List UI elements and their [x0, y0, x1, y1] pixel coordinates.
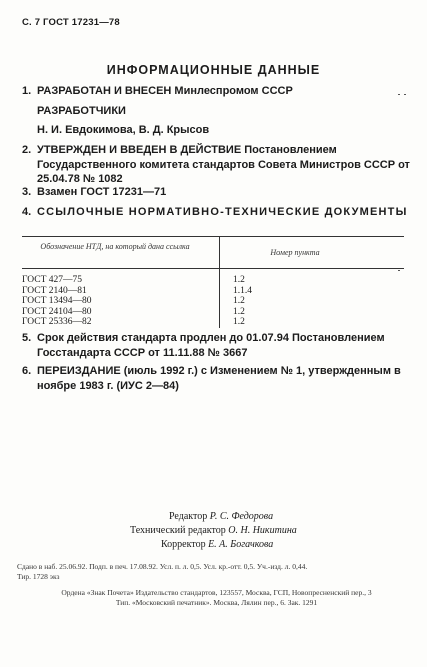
- section-text: ПЕРЕИЗДАНИЕ (июль 1992 г.) с Изменением № 1, утвержденным в ноябре 1983 г. (ИУС 2—84): [37, 365, 401, 392]
- credit-name: О. Н. Никитина: [228, 525, 297, 536]
- table-row: 1.2: [233, 296, 245, 306]
- table-header-rule: [22, 268, 404, 269]
- section-1: [22, 84, 412, 99]
- table-row: ГОСТ 25336—82: [22, 317, 92, 327]
- page-title: ИНФОРМАЦИОННЫЕ ДАННЫЕ: [106, 63, 321, 77]
- section-2: [22, 143, 412, 188]
- credit-proofreader: [161, 539, 273, 550]
- table-item-column: [233, 275, 252, 328]
- section-text: РАЗРАБОТЧИКИ: [37, 105, 126, 117]
- developers-names: Н. И. Евдокимова, В. Д. Крысов: [37, 124, 210, 136]
- scan-speck: [398, 270, 400, 271]
- publisher-line: Ордена «Знак Почета» Издательство стандартов, 123557, Москва, ГСП, Новопресненский пер., 3: [61, 588, 372, 597]
- section-5: [22, 331, 412, 361]
- table-row: ГОСТ 24104—80: [22, 306, 92, 317]
- publisher-line: Тип. «Московский печатник». Москва, Лялин пер., 6. Зак. 1291: [115, 597, 318, 607]
- section-text: ССЫЛОЧНЫЕ НОРМАТИВНО-ТЕХНИЧЕСКИЕ ДОКУМЕНТЫ: [37, 206, 408, 218]
- section-number: 1.: [22, 85, 32, 97]
- section-3: [22, 185, 412, 200]
- table-row: 1.1.4: [233, 285, 252, 296]
- credit-name: Е. А. Богачкова: [208, 539, 274, 550]
- section-6: [22, 364, 412, 394]
- section-text: УТВЕРЖДЕН И ВВЕДЕН В ДЕЙСТВИЕ Постановлением Государственного комитета стандартов Совета Министров СССР от 25.04.78 № 1082: [37, 144, 410, 185]
- print-info-line: Тир. 1728 экз: [17, 571, 60, 581]
- scan-speck: [398, 94, 400, 95]
- table-row: 1.2: [233, 275, 245, 285]
- table-header-item: Номер пункта: [270, 248, 320, 257]
- section-text: Взамен ГОСТ 17231—71: [37, 186, 167, 198]
- section-number: 4.: [22, 206, 32, 218]
- credit-editor: [169, 511, 273, 522]
- section-text: РАЗРАБОТАН И ВНЕСЕН Минлеспромом СССР: [37, 85, 293, 97]
- publisher-info: [19, 588, 414, 607]
- page-header: С. 7 ГОСТ 17231—78: [22, 17, 120, 28]
- section-number: 3.: [22, 186, 32, 198]
- section-developers-heading: [22, 104, 412, 119]
- credit-role: Редактор: [169, 511, 208, 522]
- credit-name: Р. С. Федорова: [209, 511, 274, 522]
- table-column-divider: [219, 236, 220, 328]
- credit-role: Технический редактор: [130, 525, 226, 536]
- table-header-document: Обозначение НТД, на который дана ссылка: [40, 242, 190, 251]
- section-number: 6.: [22, 365, 32, 377]
- table-row: ГОСТ 427—75: [22, 275, 82, 285]
- section-number: 5.: [22, 332, 32, 344]
- section-number: 2.: [22, 144, 32, 156]
- table-top-rule: [22, 236, 404, 237]
- table-row: 1.2: [233, 317, 245, 327]
- section-4: [22, 205, 412, 235]
- print-info-line: Сдано в наб. 25.06.92. Подп. в печ. 17.08.92. Усл. п. л. 0,5. Усл. кр.-отт. 0,5. Уч.-изд. л. 0,44.: [17, 562, 308, 571]
- table-row: ГОСТ 2140—81: [22, 285, 87, 296]
- print-info: [17, 562, 307, 581]
- scan-speck: [404, 94, 406, 95]
- credit-tech-editor: [130, 525, 297, 536]
- credit-role: Корректор: [161, 539, 206, 550]
- section-text: Срок действия стандарта продлен до 01.07.94 Постановлением Госстандарта СССР от 11.11.88 № 3667: [37, 332, 385, 359]
- table-row: ГОСТ 13494—80: [22, 296, 92, 306]
- table-document-column: [22, 275, 92, 328]
- table-row: 1.2: [233, 306, 245, 317]
